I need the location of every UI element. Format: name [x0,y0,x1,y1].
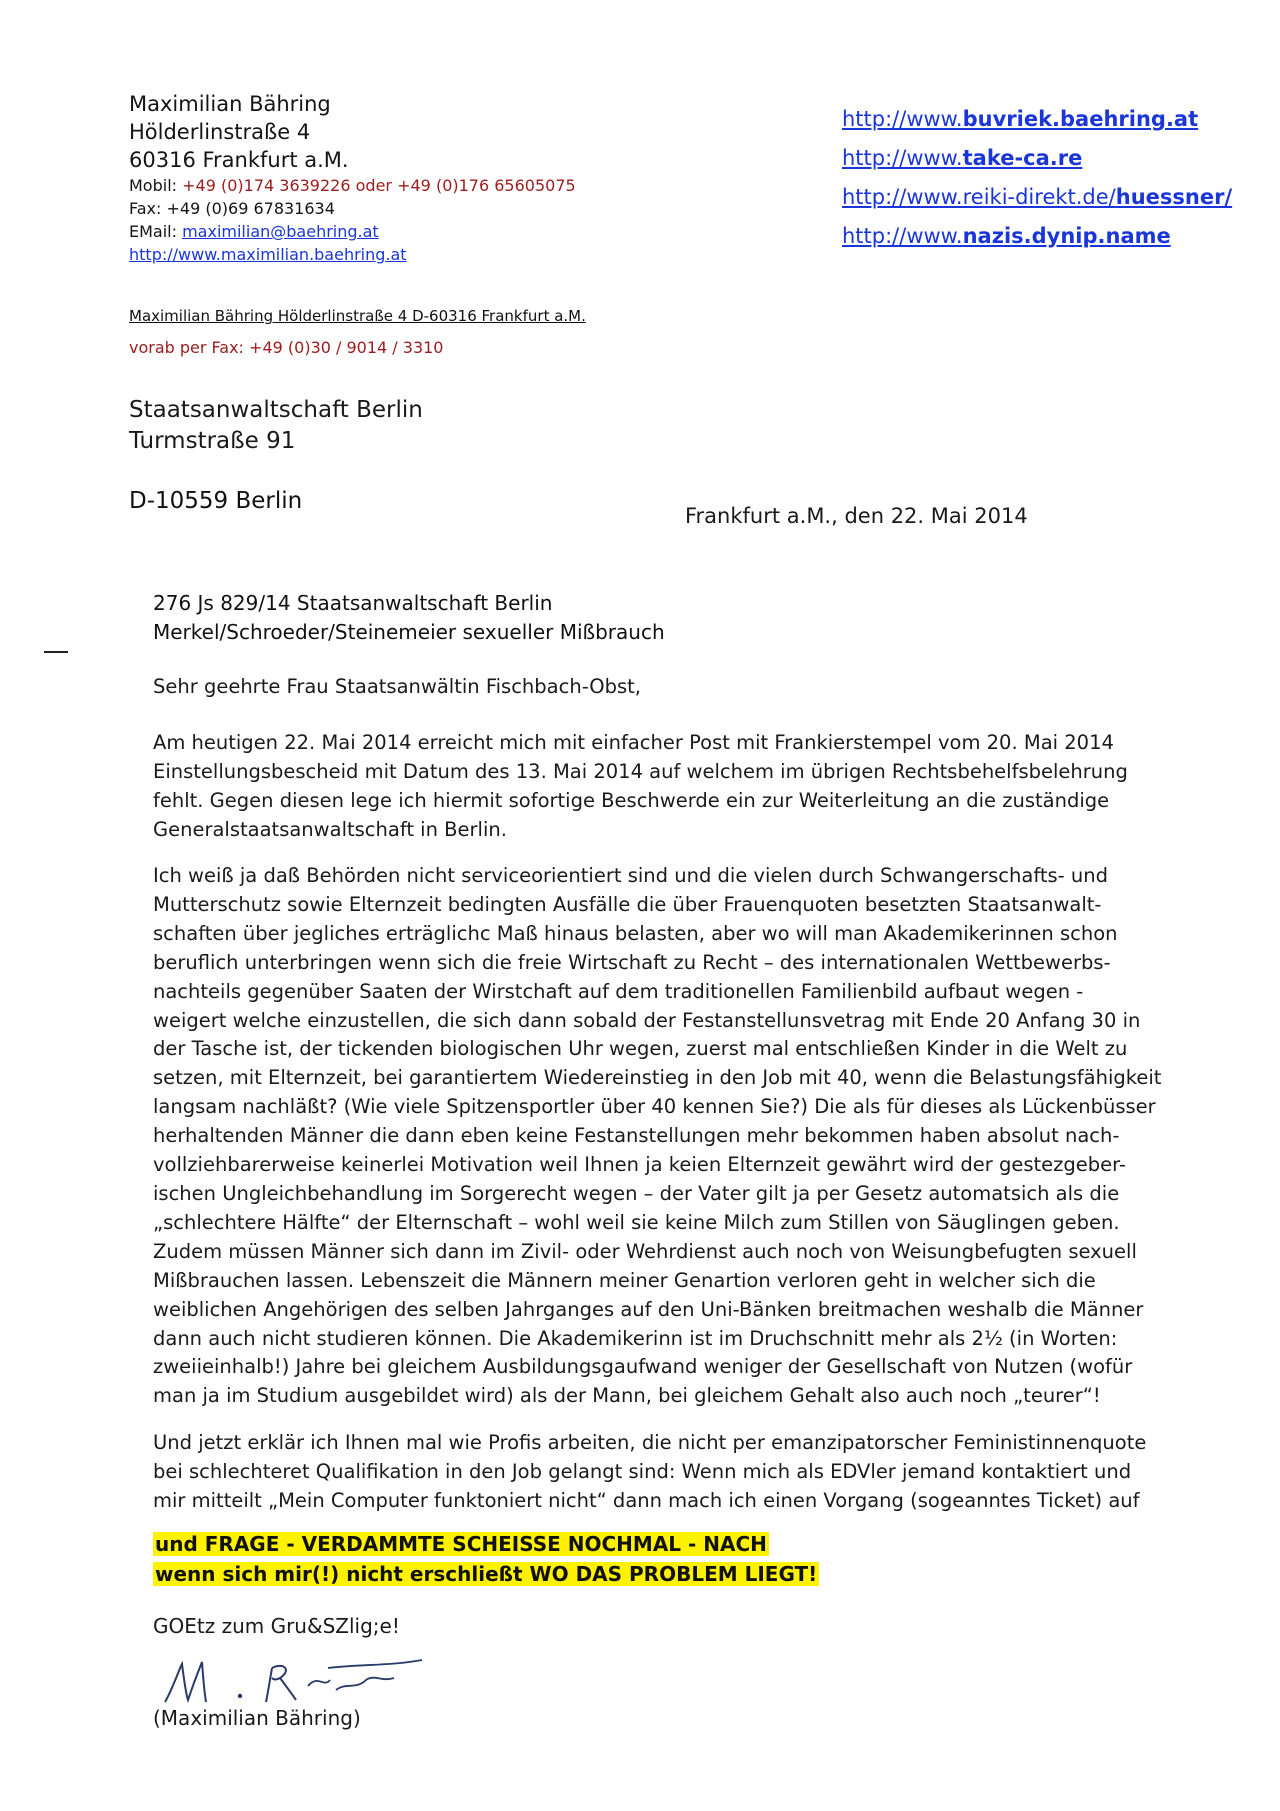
return-address: Maximilian Bähring Hölderlinstraße 4 D-60316 Frankfurt a.M. [129,307,586,325]
recipient-block [129,395,423,457]
external-links [842,100,1232,256]
subject-block [153,589,665,647]
link-nazis-dynip[interactable]: http://www.nazis.dynip.name [842,224,1171,248]
highlighted-statement [153,1529,819,1589]
paragraph-line: zweiieinhalb!) Jahre bei gleichem Ausbildungsgaufwand weniger der Gesellschaft von Nutzen (wofür [153,1355,1133,1379]
signature-image [160,1650,460,1710]
letter-date: Frankfurt a.M., den 22. Mai 2014 [685,504,1028,528]
link-take-care[interactable]: http://www.take-ca.re [842,146,1083,170]
fax-note-label: vorab per Fax: [129,338,244,357]
paragraph-line: Mutterschutz sowie Elternzeit bedingten Ausfälle die über Frauenquoten besetzten Staatsanwalt- [153,892,1102,916]
website-link[interactable]: http://www.maximilian.baehring.at [129,245,407,264]
paragraph-line: Am heutigen 22. Mai 2014 erreicht mich mit einfacher Post mit Frankierstempel vom 20. Mai 2014 [153,731,1114,754]
paragraph-line: fehlt. Gegen diesen lege ich hiermit sofortige Beschwerde ein zur Weiterleitung an die zuständige [153,788,1110,812]
sender-street: Hölderlinstraße 4 [129,120,311,144]
paragraph-line: Zudem müssen Männer sich dann im Zivil- oder Wehrdienst auch noch von Weisungbefugten sexuell [153,1239,1137,1263]
subject-line-1: 276 Js 829/14 Staatsanwaltschaft Berlin [153,591,553,615]
paragraph-line: Ich weiß ja daß Behörden nicht serviceorientiert sind und die vielen durch Schwangerschafts- und [153,864,1108,887]
email-link[interactable]: maximilian@baehring.at [182,222,379,241]
closing-line: GOEtz zum Gru&SZlig;e! [153,1614,400,1638]
subject-line-2: Merkel/Schroeder/Steinemeier sexueller Mißbrauch [153,620,665,644]
signer-name: (Maximilian Bähring) [153,1706,361,1730]
sender-email-line [129,220,576,243]
highlight-line-2: wenn sich mir(!) nicht erschließt WO DAS PROBLEM LIEGT! [155,1562,818,1586]
link-buvriek[interactable]: http://www.buvriek.baehring.at [842,107,1199,131]
fax-note [129,338,443,357]
sender-mobile-line [129,174,576,197]
paragraph-line: man ja im Studium ausgebildet wird) als der Mann, bei gleichem Gehalt also auch noch „teurer“! [153,1384,1101,1408]
fax-label: Fax: [129,199,162,218]
paragraph-line: Und jetzt erklär ich Ihnen mal wie Profis arbeiten, die nicht per emanzipatorscher Feministinnenquote [153,1431,1147,1454]
paragraph-line: vollziehbarerweise keinerlei Motivation weil Ihnen ja keien Elternzeit gewährt wird der gestezgeber- [153,1153,1126,1177]
paragraph-line: beruflich unterbringen wenn sich die freie Wirtschaft zu Recht – des internationalen Wettbewerbs- [153,950,1111,974]
paragraph-line: Mißbrauchen lassen. Lebenszeit die Männern meiner Genartion verloren geht in welcher sich die [153,1268,1096,1292]
paragraph-line: setzen, mit Elternzeit, bei garantiertem Wiedereinstieg in den Job mit 40, wenn die Belastungsfähigkeit [153,1066,1162,1090]
sender-block [129,90,576,266]
paragraph-line: mir mitteilt „Mein Computer funktoniert nicht“ dann mach ich einen Vorgang (sogeanntes Ticket) auf [153,1488,1140,1512]
fax-note-number: +49 (0)30 / 9014 / 3310 [249,338,444,357]
mobile-or: oder [355,176,392,195]
paragraph-2 [153,862,1213,1411]
paragraph-line: weiblichen Angehörigen des selben Jahrganges auf den Uni-Bänken breitmachen weshalb die Männer [153,1297,1144,1321]
paragraph-line: herhaltenden Männer die dann eben keine Festanstellungen mehr bekommen haben absolut nach- [153,1124,1120,1148]
fax-number: +49 (0)69 67831634 [166,199,335,218]
recipient-city: D-10559 Berlin [129,488,303,514]
mobile-number-2: +49 (0)176 65605075 [397,176,576,195]
paragraph-line: langsam nachläßt? (Wie viele Spitzensportler über 40 kennen Sie?) Die als für dieses als Lückenbüsser [153,1095,1156,1119]
sender-website-line [129,243,576,266]
highlight-line-1: und FRAGE - VERDAMMTE SCHEISSE NOCHMAL - NACH [155,1532,767,1556]
sender-name: Maximilian Bähring [129,92,331,116]
paragraph-line: Einstellungsbescheid mit Datum des 13. Mai 2014 auf welchem im übrigen Rechtsbehelfsbelehrung [153,759,1128,783]
paragraph-1 [153,729,1213,845]
sender-city: 60316 Frankfurt a.M. [129,148,349,172]
paragraph-line: Generalstaatsanwaltschaft in Berlin. [153,817,507,841]
paragraph-line: schaften über jegliches erträglichc Maß hinaus belasten, aber wo will man Akademikerinnen schon [153,921,1118,945]
recipient-name: Staatsanwaltschaft Berlin [129,397,423,423]
salutation: Sehr geehrte Frau Staatsanwältin Fischbach-Obst, [153,675,642,698]
link-reiki-direkt[interactable]: http://www.reiki-direkt.de/huessner/ [842,185,1233,209]
paragraph-line: „schlechtere Hälfte“ der Elternschaft – wohl weil sie keine Milch zum Stillen von Säuglingen geben. [153,1210,1120,1234]
recipient-street: Turmstraße 91 [129,428,296,454]
paragraph-line: bei schlechteret Qualifikation in den Job gelangt sind: Wenn mich als EDVler jemand kontaktiert und [153,1459,1132,1483]
paragraph-line: nachteils gegenüber Saaten der Wirstchaft auf dem traditionellen Familienbild aufbaut wegen - [153,979,1084,1003]
mobile-label: Mobil: [129,176,178,195]
paragraph-line: dann auch nicht studieren können. Die Akademikerinn ist im Druchschnitt mehr als 2½ (in Worten: [153,1326,1118,1350]
mobile-number-1: +49 (0)174 3639226 [182,176,351,195]
paragraph-line: weigert welche einzustellen, die sich dann sobald der Festanstellunsvetrag mit Ende 20 Anfang 30 in [153,1008,1141,1032]
fold-mark [44,651,68,653]
paragraph-line: der Tasche ist, der tickenden biologischen Uhr wegen, zuerst mal entschließen Kinder in die Welt zu [153,1037,1128,1061]
paragraph-line: ischen Ungleichbehandlung im Sorgerecht wegen – der Vater gilt ja per Gesetz automatsich als die [153,1181,1120,1205]
paragraph-3 [153,1429,1213,1516]
email-label: EMail: [129,222,177,241]
sender-fax-line [129,197,576,220]
